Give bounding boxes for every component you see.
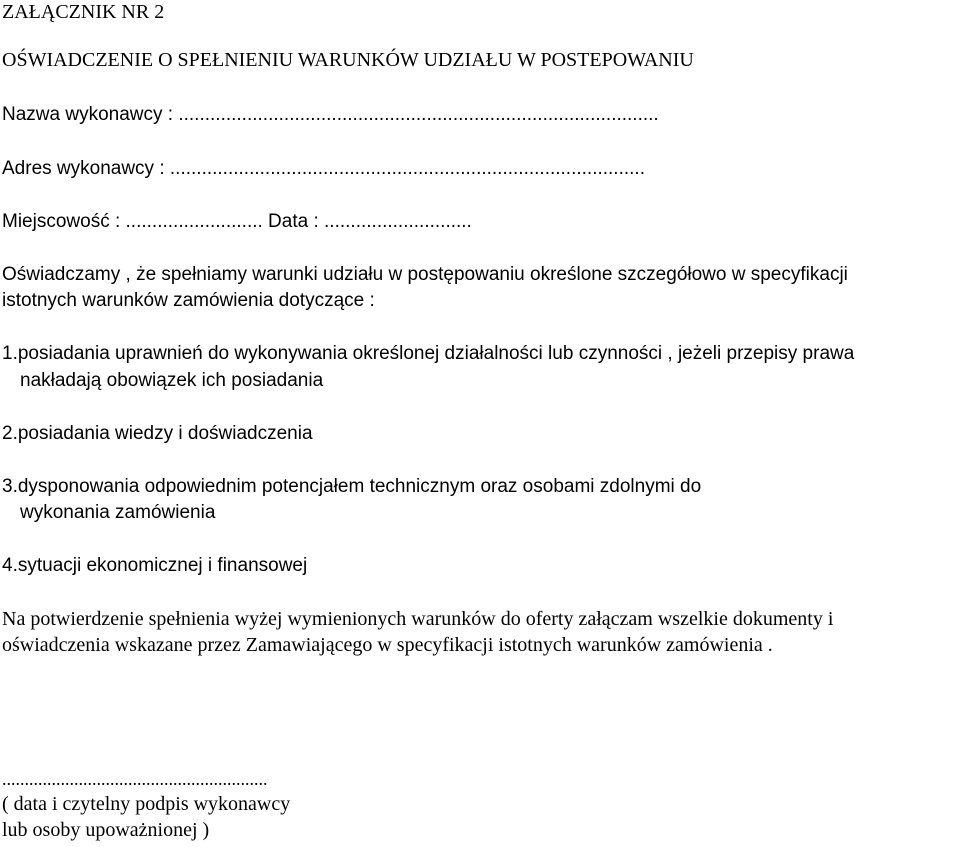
- confirmation-line-2: oświadczenia wskazane przez Zamawiającego w specyfikacji istotnych warunków zamówienia .: [2, 634, 773, 656]
- list-item-1-line-1: 1.posiadania uprawnień do wykonywania określonej działalności lub czynności , jeżeli przepisy prawa: [2, 343, 855, 364]
- list-item-3-line-2: wykonania zamówienia: [20, 502, 216, 523]
- contractor-address-field: Adres wykonawcy : ..........................................................................................: [2, 158, 645, 179]
- confirmation-line-1: Na potwierdzenie spełnienia wyżej wymienionych warunków do oferty załączam wszelkie dokumenty i: [2, 608, 834, 630]
- contractor-name-field: Nazwa wykonawcy : ...........................................................................................: [2, 104, 659, 125]
- list-item-3-line-1: 3.dysponowania odpowiednim potencjałem technicznym oraz osobami zdolnymi do: [2, 476, 702, 497]
- signature-caption-line-2: lub osoby upoważnionej ): [2, 819, 210, 841]
- list-item-2: 2.posiadania wiedzy i doświadczenia: [2, 423, 313, 444]
- intro-line-2: istotnych warunków zamówienia dotyczące :: [2, 290, 375, 311]
- place-date-field: Miejscowość : .......................... Data : ............................: [2, 211, 472, 232]
- list-item-1-line-2: nakładają obowiązek ich posiadania: [20, 370, 324, 391]
- list-item-4: 4.sytuacji ekonomicznej i finansowej: [2, 555, 308, 576]
- document-title: OŚWIADCZENIE O SPEŁNIENIU WARUNKÓW UDZIAŁU W POSTEPOWANIU: [2, 49, 694, 71]
- intro-line-1: Oświadczamy , że spełniamy warunki udziału w postępowaniu określone szczegółowo w specyfikacji: [2, 264, 848, 285]
- attachment-label: ZAŁĄCZNIK NR 2: [2, 1, 165, 23]
- signature-caption-line-1: ( data i czytelny podpis wykonawcy: [2, 793, 291, 815]
- signature-dots: ...........................................................: [2, 769, 268, 789]
